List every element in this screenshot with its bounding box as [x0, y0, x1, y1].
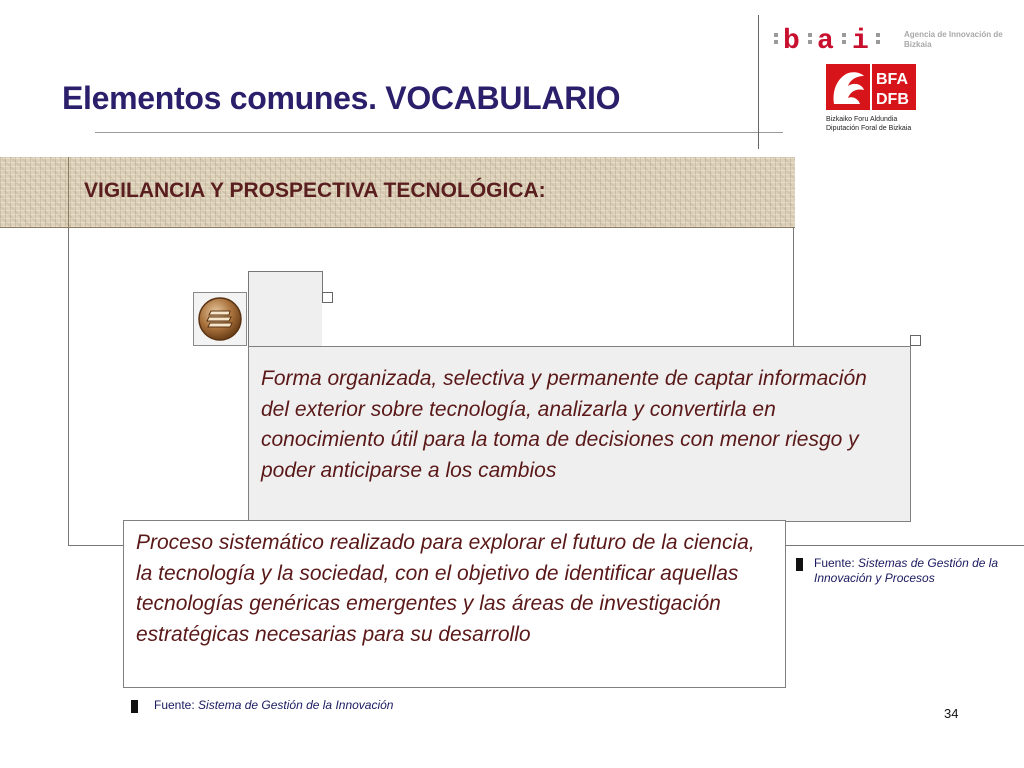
page-title: Elementos comunes. VOCABULARIO: [62, 80, 621, 116]
frame-left-line: [68, 228, 69, 545]
source-bullet: [131, 700, 138, 713]
icon-frame: [193, 292, 247, 346]
frame-bottom-line-left: [68, 545, 124, 546]
bai-letter-a: a: [817, 26, 834, 54]
source-note-1: [814, 556, 1004, 586]
dfb-text: DFB: [876, 91, 909, 108]
bai-agency-name: Agencia de Innovación de Bizkaia: [904, 30, 1003, 49]
decorative-tab: [248, 271, 323, 295]
bfa-caption-line-2: Diputación Foral de Bizkaia: [826, 125, 912, 132]
section-heading: VIGILANCIA Y PROSPECTIVA TECNOLÓGICA:: [84, 179, 546, 202]
definition-prospectiva-text: Proceso sistemático realizado para explorar el futuro de la ciencia, la tecnología y la sociedad, con el objetivo de identificar aquellas tecnologías genéricas emergentes y las áreas de investigación estratégicas necesarias para su desarrollo: [136, 531, 755, 646]
bfa-text: BFA: [876, 71, 908, 88]
bai-letter-i: i: [852, 26, 869, 54]
decorative-square: [322, 292, 333, 303]
source-title: Sistema de Gestión de la Innovación: [198, 698, 394, 712]
bai-logo: [772, 22, 898, 54]
bfa-caption: [826, 115, 986, 133]
definition-prospectiva: [123, 520, 786, 688]
header-vertical-divider: [758, 15, 759, 149]
title-divider: [95, 132, 783, 133]
frame-right-line: [793, 228, 794, 348]
definition-vigilancia-text: Forma organizada, selectiva y permanente de captar información del exterior sobre tecnología, analizarla y convertirla en conocimiento útil para la toma de decisiones con menor riesgo y poder anticiparse a los cambios: [261, 367, 867, 482]
decorative-square: [910, 335, 921, 346]
bfa-caption-line-1: Bizkaiko Foru Aldundia: [826, 116, 898, 123]
definition-vigilancia: [248, 346, 911, 522]
source-note-2: [154, 698, 554, 713]
bfa-dfb-logo: [826, 64, 916, 110]
source-label: Fuente:: [154, 698, 199, 712]
source-bullet: [796, 558, 803, 571]
source-title: Sistemas de Gestión de la Innovación y Procesos: [814, 556, 999, 585]
heading-band-divider: [68, 157, 69, 228]
frame-bottom-line-right: [785, 545, 1024, 546]
source-label: Fuente:: [814, 556, 859, 570]
decorative-tab-body: [248, 293, 322, 347]
page-number: 34: [944, 706, 959, 721]
books-icon: [194, 293, 246, 345]
bai-letter-b: b: [783, 26, 800, 54]
